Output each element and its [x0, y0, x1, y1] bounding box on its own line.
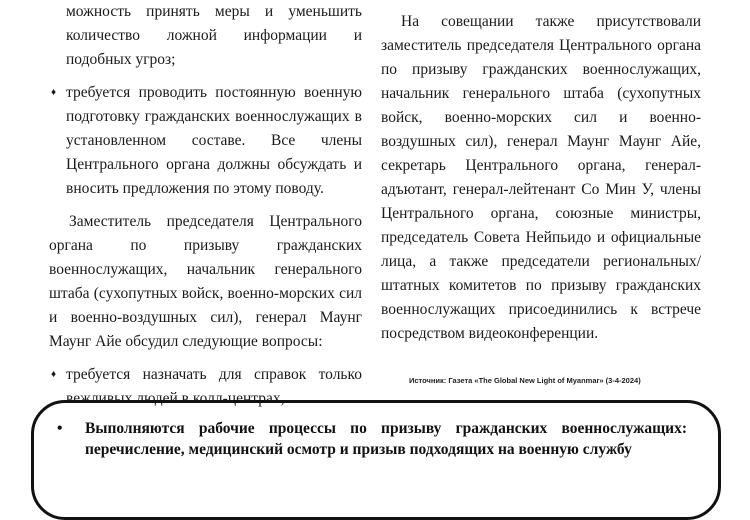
right-paragraph-attendees: На совещании также присутствовали заместитель председателя Центрального органа по призыву гражданских военнослужащих, начальник генерального штаба (сухопутных войск, военно-морских сил и военно-воздушных сил), генерал Маунг Маунг Айе, секретарь Центрального органа, генерал-адъютант, генерал-лейтенант Со Мин У, члены Центрального органа, союзные министры, председатель Совета Нейпьидо и официальные лица, а также председатели региональных/штатных комитетов по призыву гражданских военнослужащих присоединились к встрече посредством видеоконференции. — [381, 13, 701, 342]
diamond-bullet-icon: ♦ — [51, 369, 57, 380]
right-column — [381, 0, 701, 346]
left-paragraph-deputy: Заместитель председателя Центрального органа по призыву гражданских военнослужащих, начальник генерального штаба (сухопутных войск, военно-морских сил и военно-воздушных сил), генерал Маунг Маунг Айе обсудил следующие вопросы: — [49, 213, 362, 350]
left-column — [49, 0, 362, 411]
highlight-box-text — [57, 418, 687, 460]
source-citation: Источник: Газета «The Global New Light of Myanmar» (3-4-2024) — [409, 376, 641, 385]
highlight-text: Выполняются рабочие процессы по призыву гражданских военнослужащих: перечисление, медицинский осмотр и призыв подходящих на военную службу — [85, 420, 687, 458]
bullet-text: требуется проводить постоянную военную подготовку гражданских военнослужащих в установленном составе. Все члены Центрального органа должны обсуждать и вносить предложения по этому поводу. — [66, 84, 362, 197]
round-bullet-icon: • — [57, 420, 63, 437]
left-bullet-training — [49, 81, 362, 201]
diamond-bullet-icon: ♦ — [51, 87, 57, 98]
left-paragraph-continuation: можность принять меры и уменьшить количество ложной информации и подобных угроз; — [66, 3, 362, 68]
bullet-text: требуется назначать для справок только вежливых людей в колл-центрах, — [66, 366, 362, 407]
